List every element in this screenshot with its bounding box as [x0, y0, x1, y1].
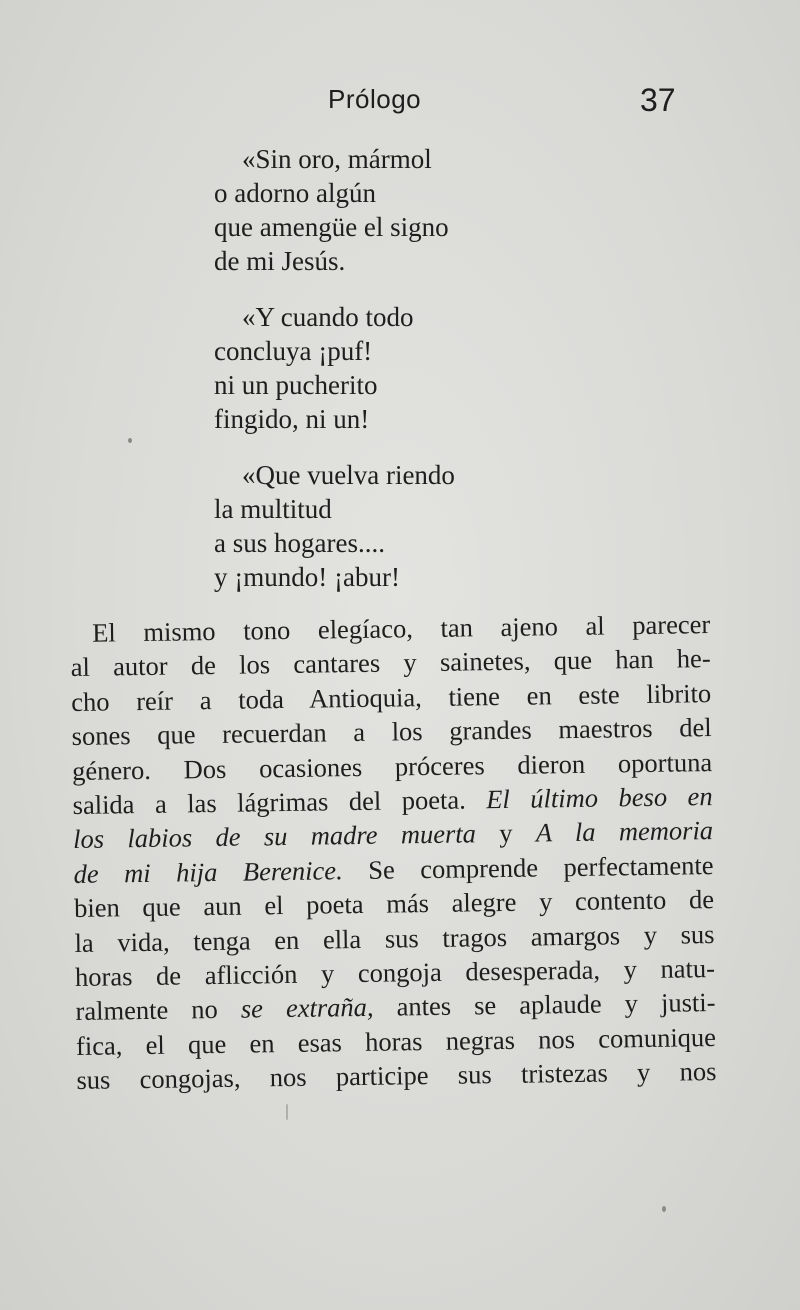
prose-text: antes se aplaude y justi-	[373, 987, 716, 1023]
verse-line: fingido, ni un!	[214, 404, 370, 434]
verse-line: ni un pucherito	[214, 370, 378, 400]
verse-line: «Y cuando todo	[242, 302, 414, 332]
prose-line: horas de aflicción y congoja desesperada, y natu-	[74, 953, 716, 993]
verse-line: la multitud	[214, 494, 332, 524]
verse-line: de mi Jesús.	[214, 246, 346, 276]
verse-line: a sus hogares....	[214, 528, 385, 558]
verse-line: o adorno algún	[214, 178, 376, 208]
prose-text: y	[475, 817, 537, 849]
prose-line: sones que recuerdan a los grandes maestros del	[71, 712, 712, 752]
italic-phrase: se extraña,	[240, 992, 374, 1025]
italic-title: A la memoria	[535, 815, 714, 848]
italic-title: de mi hija Berenice.	[73, 855, 343, 889]
prose-line: fica, el que en esas horas negras nos comunique	[75, 1021, 717, 1061]
running-head-title: Prólogo	[328, 84, 422, 114]
poem-verses	[214, 142, 674, 616]
running-head	[0, 84, 800, 124]
italic-title: El último beso en	[486, 781, 713, 815]
paper-speck	[128, 438, 132, 443]
prose-text: ralmente no	[75, 994, 242, 1027]
paper-speck	[662, 1206, 666, 1212]
prose-line: bien que aun el poeta más alegre y contento de	[73, 884, 715, 924]
verse-line: y ¡mundo! ¡abur!	[214, 562, 400, 592]
page-number: 37	[640, 82, 676, 118]
stanza-2	[214, 300, 674, 436]
prose-line: la vida, tenga en ella sus tragos amargos y sus	[74, 918, 715, 958]
verse-line: «Sin oro, mármol	[242, 144, 432, 174]
stanza-3	[214, 458, 674, 594]
verse-line: «Que vuelva riendo	[242, 460, 455, 490]
stanza-1	[214, 142, 674, 278]
prose-line: cho reír a toda Antioquia, tiene en este librito	[70, 677, 712, 717]
prose-line: género. Dos ocasiones próceres dieron oportuna	[71, 746, 713, 786]
verse-line: que amengüe el signo	[214, 212, 449, 242]
verse-line: concluya ¡puf!	[214, 336, 373, 366]
prose-text: Se comprende perfectamente	[342, 849, 714, 886]
paper-speck	[286, 1104, 288, 1120]
prose-text: salida a las lágrimas del poeta.	[72, 784, 487, 821]
prose-paragraph	[70, 607, 717, 1098]
prose-line: sus congojas, nos participe sus tristezas y nos	[76, 1056, 717, 1096]
prose-line: al autor de los cantares y sainetes, que han he-	[70, 643, 711, 683]
prose-line: El mismo tono elegíaco, tan ajeno al parecer	[92, 609, 711, 648]
italic-title: los labios de su madre muerta	[72, 818, 477, 855]
